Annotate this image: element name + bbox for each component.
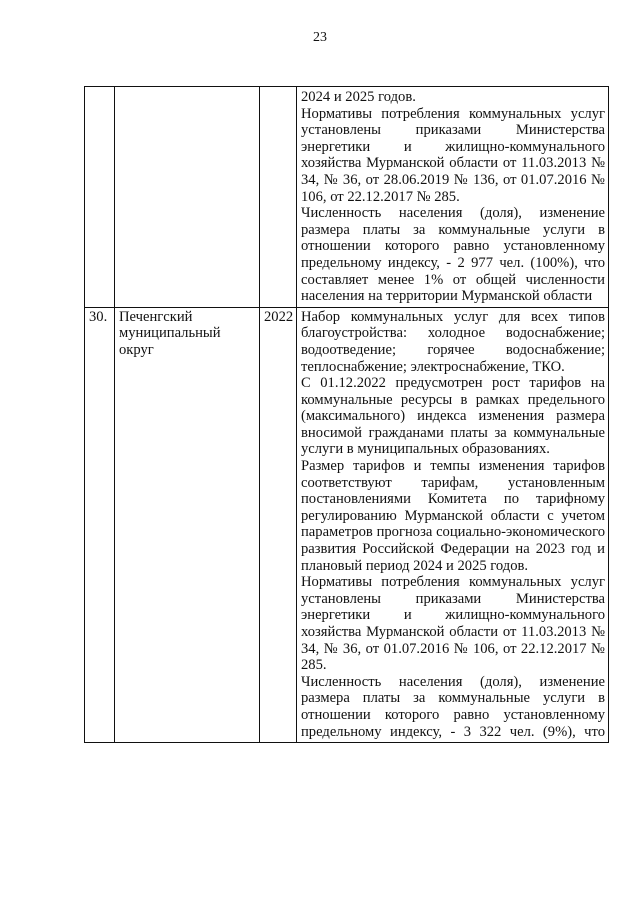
description-cell — [297, 307, 609, 742]
row-number-cell: 30. — [85, 307, 115, 742]
table-row — [85, 307, 609, 742]
document-table — [84, 86, 609, 743]
description-paragraph: Численность населения (доля), изменение размера платы за коммунальные услуги в отношении которого равно установленному предельному индексу, - 3 322 чел. (9%), что — [301, 673, 605, 740]
description-paragraph: 2024 и 2025 годов. — [301, 89, 416, 105]
description-paragraph: Численность населения (доля), изменение размера платы за коммунальные услуги в отношении которого равно установленному предельному индексу, - 2 977 чел. (100%), что составляет менее 1% от общей численности населения на территории Мурманской области — [301, 205, 605, 305]
description-paragraph: Набор коммунальных услуг для всех типов благоустройства: холодное водоснабжение; водоотведение; горячее водоснабжение; теплоснабжение; электроснабжение, ТКО. — [301, 308, 605, 375]
row-number-cell — [85, 87, 115, 308]
municipality-name-cell — [115, 87, 260, 308]
year-cell: 2022 — [260, 307, 297, 742]
description-paragraph: Нормативы потребления коммунальных услуг установлены приказами Министерства энергетики и жилищно-коммунального хозяйства Мурманской области от 11.03.2013 № 34, № 36, от 28.06.2019 № 136, от 01.07.2016 № 106, от 22.12.2017 № 285. — [301, 105, 605, 205]
table-row — [85, 87, 609, 308]
page-number: 23 — [313, 30, 327, 45]
year-cell — [260, 87, 297, 308]
description-paragraph: Размер тарифов и темпы изменения тарифов соответствуют тарифам, установленным постановлениями Комитета по тарифному регулированию Мурманской области с учетом параметров прогноза социально-экономического развития Российской Федерации на 2023 год и плановый период 2024 и 2025 годов. — [301, 458, 605, 574]
description-paragraph: Нормативы потребления коммунальных услуг установлены приказами Министерства энергетики и жилищно-коммунального хозяйства Мурманской области от 11.03.2013 № 34, № 36, от 01.07.2016 № 106, от 22.12.2017 № 285. — [301, 574, 605, 674]
municipality-name-cell: Печенгский муниципальный округ — [115, 307, 260, 742]
description-paragraph: С 01.12.2022 предусмотрен рост тарифов на коммунальные ресурсы в рамках предельного (максимального) индекса изменения размера вносимой гражданами платы за коммунальные услуги в муниципальных образованиях. — [301, 375, 605, 458]
description-cell — [297, 87, 609, 308]
